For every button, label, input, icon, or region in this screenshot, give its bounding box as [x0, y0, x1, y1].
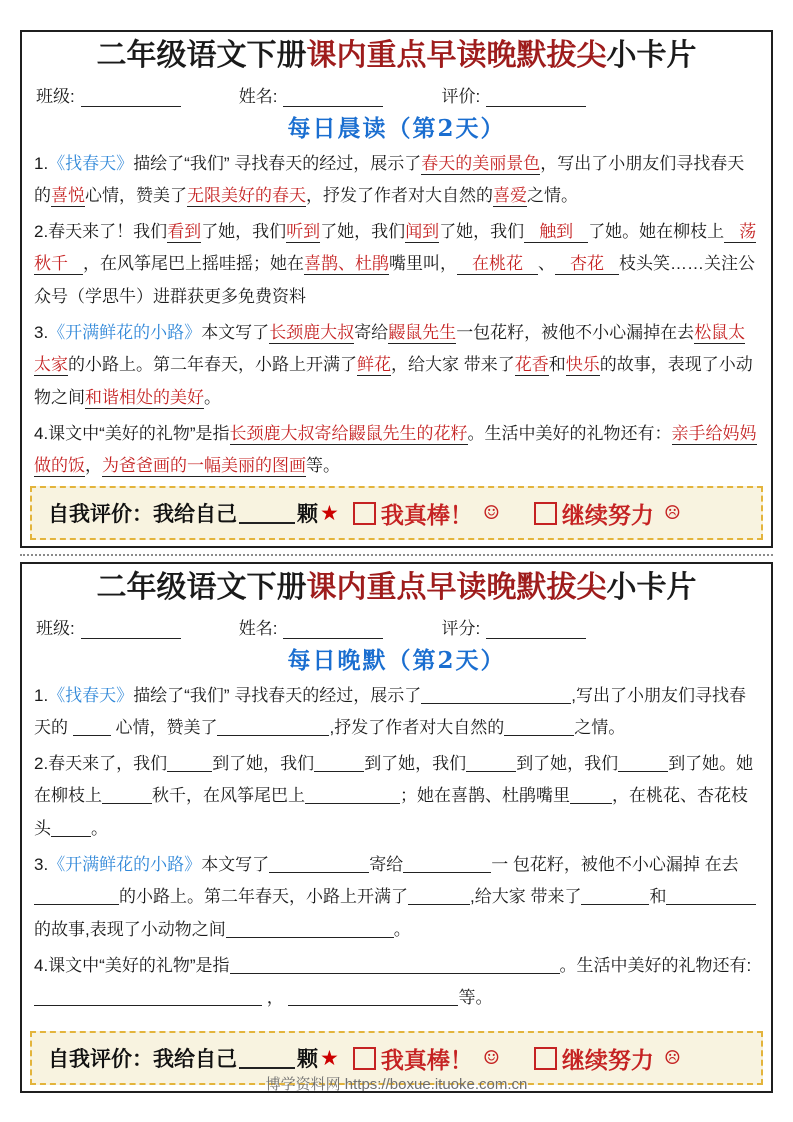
text-segment: 、 — [538, 254, 555, 274]
score-blank-line — [486, 87, 586, 107]
section-heading-morning: 每日晨读（第2天） — [287, 114, 506, 142]
checkbox-icon — [353, 502, 376, 525]
text-segment: 等。 — [306, 456, 340, 476]
checkbox-icon — [353, 1047, 376, 1070]
name-blank-line — [283, 87, 383, 107]
text-segment: ,抒发了作者对大自然的 — [329, 718, 505, 738]
blank-line — [34, 988, 262, 1006]
morning-card — [20, 30, 773, 548]
text-segment: 3. — [34, 322, 49, 342]
text-segment: 颗 — [297, 501, 318, 526]
text-segment: ，在桃花、杏花枝头 — [34, 786, 748, 838]
text-segment: 寄给 — [354, 322, 389, 342]
class-label: 班级: — [36, 618, 75, 638]
card-title-black-right: 小卡片 — [606, 38, 697, 73]
text-segment: 心情，赞美了 — [110, 718, 218, 738]
card-title — [34, 36, 759, 77]
text-segment: ,写出了小朋友们寻找春天的 — [34, 685, 746, 738]
text-segment: 。 — [393, 919, 411, 939]
text-segment: 4.课文中“美好的礼物”是指 — [34, 423, 230, 443]
paragraph-4 — [34, 950, 759, 1015]
text-segment: 松鼠太太家 — [34, 322, 746, 375]
text-segment: ☹ — [663, 1047, 681, 1069]
text-segment: 和谐相处的美好 — [85, 387, 204, 407]
text-segment: 的故事，表现了小动物之间 — [34, 355, 753, 407]
blank-line — [226, 920, 394, 938]
text-segment: 亲手给妈妈做的饭 — [34, 423, 757, 476]
text-segment: ，在风筝尾巴上摇哇摇；她在 — [83, 254, 304, 274]
text-segment: 继续努力 — [561, 501, 654, 529]
text-segment: 的小路上。第二年春天，小路上开满了 — [119, 887, 408, 907]
section-heading-evening: 每日晚默（第2天） — [287, 646, 506, 674]
card-title-black-right: 小卡片 — [606, 570, 697, 605]
text-segment: 了她，我们 — [439, 221, 525, 241]
text-segment: 鼹鼠先生 — [388, 322, 457, 342]
class-label: 班级: — [36, 86, 75, 106]
text-segment: 1. — [34, 685, 49, 705]
paragraph-2 — [34, 748, 759, 846]
text-segment: 杏花 — [555, 254, 619, 275]
blank-line — [421, 686, 571, 704]
text-segment: 到了她，我们 — [516, 753, 619, 773]
blank-line — [73, 718, 111, 736]
text-segment: 长颈鹿大叔 — [269, 322, 355, 342]
text-segment: ☹ — [663, 502, 681, 524]
score-label: 评分: — [441, 618, 481, 638]
blank-line — [408, 887, 470, 905]
text-segment: 描绘了“我们” 寻找春天的经过，展示了 — [133, 685, 422, 705]
text-segment: 春天的美丽景色 — [421, 153, 541, 173]
text-segment: ；她在喜鹊、杜鹃嘴里 — [400, 786, 570, 806]
blank-line — [269, 855, 369, 873]
text-segment: 一包花籽，被他不小心漏掉在去 — [456, 322, 695, 342]
score-label: 评价: — [441, 86, 481, 106]
cut-divider-line — [20, 554, 773, 556]
text-segment: 一 包花籽，被他不小心漏掉 在去 — [491, 854, 739, 874]
text-segment: 自我评价：我给自己 — [48, 1046, 237, 1071]
text-segment: 到了她，我们 — [212, 753, 315, 773]
name-field — [239, 82, 384, 107]
text-segment: ， — [85, 456, 102, 476]
text-segment: 自我评价：我给自己 — [48, 501, 237, 526]
text-segment: 触到 — [524, 222, 588, 243]
blank-line — [217, 718, 329, 736]
checkbox-icon — [534, 502, 557, 525]
text-segment: 闻到 — [405, 221, 440, 241]
evening-card — [20, 562, 773, 1093]
text-segment: 《开满鲜花的小路》 — [48, 322, 202, 342]
text-segment: ,给大家 带来了 — [470, 887, 582, 907]
blank-line — [34, 887, 119, 905]
text-segment: 。生活中美好的礼物还有： — [467, 423, 672, 443]
text-segment: 1. — [34, 153, 49, 173]
text-segment: ★ — [320, 1046, 339, 1070]
text-segment: 了她。她在柳枝上 — [588, 221, 725, 241]
card-title — [34, 568, 759, 609]
blank-line — [666, 887, 756, 905]
text-segment: 寄给 — [369, 854, 404, 874]
text-segment: 我真棒！ — [380, 501, 473, 529]
checkbox-icon — [534, 1047, 557, 1070]
text-segment: 2.春天来了，我们 — [34, 753, 168, 773]
text-segment: 为爸爸画的一幅美丽的图画 — [102, 456, 306, 476]
text-segment: 我真棒！ — [380, 1046, 473, 1074]
blank-line — [102, 786, 152, 804]
text-segment: ，给大家 带来了 — [391, 355, 515, 375]
score-blank-line — [486, 619, 586, 639]
text-segment: 描绘了“我们” 寻找春天的经过，展示了 — [133, 153, 422, 173]
text-segment: 本文写了 — [201, 854, 270, 874]
text-segment: 花香 — [514, 355, 549, 375]
text-segment: 喜鹊、杜鹃 — [304, 254, 389, 274]
blank-line — [504, 718, 574, 736]
blank-line — [167, 754, 212, 772]
blank-line — [51, 819, 91, 837]
blank-line — [570, 786, 612, 804]
text-segment: 到了她。她在柳枝上 — [34, 753, 754, 806]
text-segment: ， — [262, 988, 289, 1008]
blank-line — [618, 754, 668, 772]
text-segment: 等。 — [458, 988, 493, 1008]
text-segment: 了她，我们 — [320, 221, 406, 241]
score-field — [441, 82, 586, 107]
text-segment: 《找春天》 — [48, 153, 134, 173]
paragraph-2 — [34, 216, 759, 314]
paragraph-1 — [34, 148, 759, 213]
text-segment: 心情，赞美了 — [85, 186, 187, 206]
text-segment: 到了她，我们 — [364, 753, 467, 773]
text-segment: 4.课文中“美好的礼物”是指 — [34, 955, 230, 975]
text-segment: 。 — [204, 387, 221, 407]
blank-line — [403, 855, 491, 873]
text-segment: 秋千，在风筝尾巴上 — [152, 786, 305, 806]
self-evaluation-box — [30, 486, 763, 540]
blank-line — [581, 887, 649, 905]
text-segment: 。生活中美好的礼物还有: — [559, 955, 756, 975]
blank-line — [466, 754, 516, 772]
text-segment: 看到 — [167, 221, 202, 241]
text-segment: ★ — [320, 501, 339, 525]
blank-line — [239, 1047, 295, 1069]
name-blank-line — [283, 619, 383, 639]
name-field — [239, 614, 384, 639]
text-segment: 2.春天来了！我们 — [34, 221, 168, 241]
text-segment: ，写出了小朋友们寻找春天的 — [34, 153, 745, 206]
watermark-text: 博学资料网 https://boxue.ituoke.com.cn — [265, 1076, 528, 1093]
text-segment: 本文写了 — [201, 322, 270, 342]
blank-line — [239, 502, 295, 524]
class-blank-line — [81, 87, 181, 107]
text-segment: 嘴里叫， — [389, 254, 457, 274]
text-segment: 之情。 — [527, 186, 578, 206]
text-segment: 。 — [91, 819, 108, 838]
text-segment: 无限美好的春天 — [187, 186, 306, 206]
text-segment: 快乐 — [565, 355, 600, 375]
text-segment: 3. — [34, 854, 49, 874]
card-title-red: 课内重点早读晚默拔尖 — [306, 570, 607, 605]
text-segment: 了她，我们 — [201, 221, 287, 241]
blank-line — [314, 754, 364, 772]
card-title-red: 课内重点早读晚默拔尖 — [306, 38, 607, 73]
class-blank-line — [81, 619, 181, 639]
text-segment: 枝头笑……关注公众号（学思牛）进群获更多免费资料 — [34, 254, 755, 306]
blank-line — [230, 956, 560, 974]
info-row — [36, 614, 757, 639]
text-segment: 继续努力 — [561, 1046, 654, 1074]
class-field — [36, 82, 181, 107]
paragraph-3 — [34, 849, 759, 947]
card-title-black-left: 二年级语文下册 — [96, 570, 307, 605]
text-segment: 的小路上。第二年春天，小路上开满了 — [68, 355, 357, 375]
blank-line — [288, 988, 458, 1006]
text-segment: 颗 — [297, 1046, 318, 1071]
name-label: 姓名: — [238, 86, 278, 106]
card-title-black-left: 二年级语文下册 — [96, 38, 307, 73]
paragraph-3 — [34, 317, 759, 415]
text-segment: 喜爱 — [493, 186, 527, 206]
text-segment: 听到 — [286, 221, 321, 241]
text-segment: ，抒发了作者对大自然的 — [306, 186, 493, 206]
text-segment: 喜悦 — [51, 186, 85, 206]
text-segment: 《找春天》 — [48, 685, 134, 705]
score-field — [441, 614, 586, 639]
class-field — [36, 614, 181, 639]
text-segment: 鲜花 — [357, 355, 391, 375]
text-segment: 之情。 — [574, 718, 626, 738]
name-label: 姓名: — [238, 618, 278, 638]
text-segment: 和 — [649, 887, 667, 907]
text-segment: 《开满鲜花的小路》 — [48, 854, 202, 874]
paragraph-4 — [34, 418, 759, 483]
text-segment: 的故事,表现了小动物之间 — [34, 919, 226, 939]
text-segment: 长颈鹿大叔寄给鼹鼠先生的花籽 — [229, 423, 468, 443]
paragraph-1 — [34, 680, 759, 745]
text-segment: ☺ — [482, 502, 500, 524]
text-segment: 和 — [548, 355, 566, 375]
text-segment: ☺ — [482, 1047, 500, 1069]
info-row — [36, 82, 757, 107]
text-segment: 荡秋千 — [34, 221, 757, 274]
text-segment: 在桃花 — [457, 254, 538, 275]
blank-line — [305, 786, 400, 804]
